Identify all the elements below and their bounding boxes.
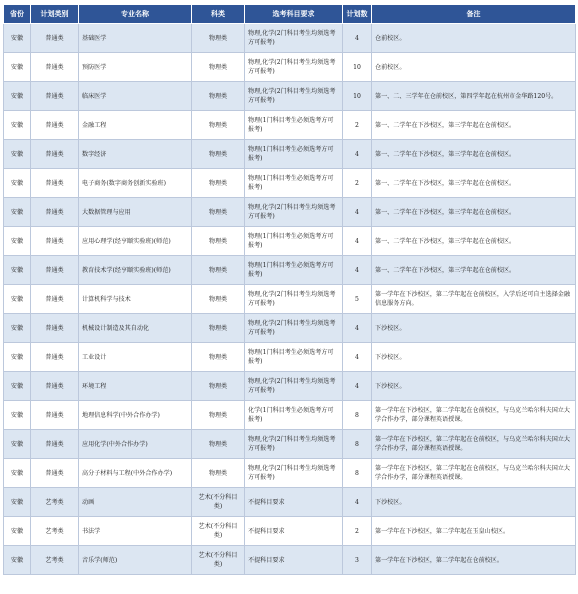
cell-province: 安徽 — [4, 227, 31, 256]
cell-plan-count: 4 — [343, 343, 372, 372]
cell-category: 普通类 — [31, 343, 79, 372]
cell-province: 安徽 — [4, 314, 31, 343]
header-category: 计划类别 — [31, 5, 79, 24]
cell-subject-type: 物理类 — [192, 227, 245, 256]
header-note: 备注 — [372, 5, 576, 24]
cell-requirement: 物理(1门科目考生必须选考方可报考) — [245, 227, 343, 256]
cell-subject-type: 物理类 — [192, 82, 245, 111]
cell-note: 第一学年在下沙校区，第二学年起在仓前校区，与乌克兰哈尔科夫国立大学合作办学，部分课程英语授课。 — [372, 459, 576, 488]
table-row — [4, 198, 576, 227]
cell-note: 第一、二学年在下沙校区，第三学年起在仓前校区。 — [372, 140, 576, 169]
cell-note: 第一学年在下沙校区，第二学年起在仓前校区，与乌克兰哈尔科夫国立大学合作办学，部分课程英语授课。 — [372, 401, 576, 430]
table-body — [4, 24, 576, 575]
cell-subject-type: 物理类 — [192, 372, 245, 401]
cell-note: 仓前校区。 — [372, 24, 576, 53]
cell-subject-type: 物理类 — [192, 343, 245, 372]
cell-category: 普通类 — [31, 24, 79, 53]
cell-plan-count: 3 — [343, 546, 372, 575]
cell-province: 安徽 — [4, 430, 31, 459]
cell-province: 安徽 — [4, 82, 31, 111]
cell-note: 第一、二、三学年在仓前校区，第四学年起在杭州市金华路120号。 — [372, 82, 576, 111]
cell-plan-count: 4 — [343, 24, 372, 53]
cell-plan-count: 4 — [343, 227, 372, 256]
table-row — [4, 24, 576, 53]
table-row — [4, 459, 576, 488]
cell-requirement: 物理,化学(2门科目考生均须选考方可报考) — [245, 198, 343, 227]
cell-category: 普通类 — [31, 169, 79, 198]
cell-subject-type: 物理类 — [192, 24, 245, 53]
cell-province: 安徽 — [4, 169, 31, 198]
cell-requirement: 物理(1门科目考生必须选考方可报考) — [245, 256, 343, 285]
table-row — [4, 140, 576, 169]
cell-subject-type: 物理类 — [192, 285, 245, 314]
cell-category: 普通类 — [31, 82, 79, 111]
header-subject-type: 科类 — [192, 5, 245, 24]
cell-major: 高分子材料与工程(中外合作办学) — [79, 459, 192, 488]
table-row — [4, 169, 576, 198]
table-row — [4, 82, 576, 111]
cell-category: 艺考类 — [31, 546, 79, 575]
cell-subject-type: 物理类 — [192, 314, 245, 343]
table-row — [4, 285, 576, 314]
cell-province: 安徽 — [4, 488, 31, 517]
table-row — [4, 546, 576, 575]
cell-category: 普通类 — [31, 401, 79, 430]
cell-note: 第一、二学年在下沙校区，第三学年起在仓前校区。 — [372, 198, 576, 227]
header-requirement: 选考科目要求 — [245, 5, 343, 24]
cell-plan-count: 4 — [343, 256, 372, 285]
cell-subject-type: 物理类 — [192, 111, 245, 140]
table-row — [4, 111, 576, 140]
cell-province: 安徽 — [4, 53, 31, 82]
cell-subject-type: 物理类 — [192, 256, 245, 285]
cell-category: 普通类 — [31, 140, 79, 169]
cell-category: 普通类 — [31, 372, 79, 401]
header-province: 省份 — [4, 5, 31, 24]
cell-requirement: 物理(1门科目考生必须选考方可报考) — [245, 111, 343, 140]
cell-requirement: 不提科目要求 — [245, 546, 343, 575]
cell-category: 普通类 — [31, 314, 79, 343]
cell-major: 书法学 — [79, 517, 192, 546]
cell-province: 安徽 — [4, 140, 31, 169]
header-row — [4, 5, 576, 24]
cell-subject-type: 物理类 — [192, 430, 245, 459]
table-row — [4, 314, 576, 343]
cell-subject-type: 物理类 — [192, 459, 245, 488]
cell-plan-count: 8 — [343, 401, 372, 430]
cell-subject-type: 物理类 — [192, 53, 245, 82]
cell-requirement: 物理,化学(2门科目考生均须选考方可报考) — [245, 372, 343, 401]
cell-subject-type: 艺术(不分科目类) — [192, 488, 245, 517]
cell-note: 第一学年在下沙校区，第二学年起在仓前校区，与乌克兰哈尔科夫国立大学合作办学，部分课程英语授课。 — [372, 430, 576, 459]
cell-requirement: 化学(1门科目考生必须选考方可报考) — [245, 401, 343, 430]
cell-category: 艺考类 — [31, 517, 79, 546]
cell-plan-count: 8 — [343, 459, 372, 488]
cell-major: 机械设计制造及其自动化 — [79, 314, 192, 343]
cell-category: 普通类 — [31, 430, 79, 459]
cell-category: 艺考类 — [31, 488, 79, 517]
cell-requirement: 物理(1门科目考生必须选考方可报考) — [245, 169, 343, 198]
cell-note: 第一、二学年在下沙校区，第三学年起在仓前校区。 — [372, 111, 576, 140]
cell-plan-count: 2 — [343, 169, 372, 198]
table-row — [4, 256, 576, 285]
cell-requirement: 物理,化学(2门科目考生均须选考方可报考) — [245, 53, 343, 82]
cell-major: 工业设计 — [79, 343, 192, 372]
cell-requirement: 物理(1门科目考生必须选考方可报考) — [245, 140, 343, 169]
cell-note: 第一、二学年在下沙校区，第三学年起在仓前校区。 — [372, 227, 576, 256]
cell-note: 下沙校区。 — [372, 372, 576, 401]
cell-major: 临床医学 — [79, 82, 192, 111]
cell-subject-type: 物理类 — [192, 198, 245, 227]
cell-requirement: 物理,化学(2门科目考生均须选考方可报考) — [245, 314, 343, 343]
cell-major: 大数据管理与应用 — [79, 198, 192, 227]
cell-plan-count: 4 — [343, 140, 372, 169]
cell-note: 仓前校区。 — [372, 53, 576, 82]
cell-province: 安徽 — [4, 546, 31, 575]
cell-note: 第一学年在下沙校区，第二学年起在仓前校区。 — [372, 546, 576, 575]
cell-note: 第一、二学年在下沙校区，第三学年起在仓前校区。 — [372, 169, 576, 198]
cell-category: 普通类 — [31, 256, 79, 285]
cell-plan-count: 10 — [343, 82, 372, 111]
admission-plan-table — [3, 4, 576, 575]
cell-requirement: 物理,化学(2门科目考生均须选考方可报考) — [245, 459, 343, 488]
table-row — [4, 372, 576, 401]
cell-plan-count: 4 — [343, 372, 372, 401]
cell-major: 应用化学(中外合作办学) — [79, 430, 192, 459]
cell-category: 普通类 — [31, 227, 79, 256]
cell-province: 安徽 — [4, 256, 31, 285]
cell-major: 预防医学 — [79, 53, 192, 82]
cell-note: 第一学年在下沙校区，第二学年起在玉皇山校区。 — [372, 517, 576, 546]
cell-major: 音乐学(师范) — [79, 546, 192, 575]
cell-requirement: 物理,化学(2门科目考生均须选考方可报考) — [245, 24, 343, 53]
cell-requirement: 物理,化学(2门科目考生均须选考方可报考) — [245, 82, 343, 111]
cell-note: 下沙校区。 — [372, 314, 576, 343]
cell-plan-count: 8 — [343, 430, 372, 459]
cell-major: 电子商务(数字商务创新实验班) — [79, 169, 192, 198]
cell-requirement: 不提科目要求 — [245, 517, 343, 546]
cell-plan-count: 2 — [343, 111, 372, 140]
cell-category: 普通类 — [31, 198, 79, 227]
header-plan-count: 计划数 — [343, 5, 372, 24]
cell-province: 安徽 — [4, 343, 31, 372]
table-row — [4, 343, 576, 372]
cell-major: 地理信息科学(中外合作办学) — [79, 401, 192, 430]
cell-province: 安徽 — [4, 24, 31, 53]
cell-province: 安徽 — [4, 198, 31, 227]
table-row — [4, 517, 576, 546]
cell-major: 数字经济 — [79, 140, 192, 169]
cell-province: 安徽 — [4, 372, 31, 401]
cell-note: 第一学年在下沙校区，第二学年起在仓前校区，入学后还可自主选择金融信息服务方向。 — [372, 285, 576, 314]
table-row — [4, 227, 576, 256]
table-row — [4, 53, 576, 82]
cell-note: 第一、二学年在下沙校区，第三学年起在仓前校区。 — [372, 256, 576, 285]
cell-plan-count: 4 — [343, 198, 372, 227]
cell-category: 普通类 — [31, 53, 79, 82]
cell-requirement: 物理,化学(2门科目考生均须选考方可报考) — [245, 285, 343, 314]
cell-province: 安徽 — [4, 401, 31, 430]
admission-plan-table-wrapper — [3, 4, 575, 575]
cell-subject-type: 物理类 — [192, 140, 245, 169]
cell-plan-count: 2 — [343, 517, 372, 546]
cell-major: 金融工程 — [79, 111, 192, 140]
cell-province: 安徽 — [4, 517, 31, 546]
cell-subject-type: 物理类 — [192, 401, 245, 430]
cell-category: 普通类 — [31, 285, 79, 314]
cell-subject-type: 艺术(不分科目类) — [192, 546, 245, 575]
cell-requirement: 物理(1门科目考生必须选考方可报考) — [245, 343, 343, 372]
cell-plan-count: 10 — [343, 53, 372, 82]
cell-province: 安徽 — [4, 459, 31, 488]
table-row — [4, 430, 576, 459]
cell-province: 安徽 — [4, 111, 31, 140]
cell-subject-type: 物理类 — [192, 169, 245, 198]
cell-requirement: 不提科目要求 — [245, 488, 343, 517]
cell-plan-count: 4 — [343, 488, 372, 517]
cell-province: 安徽 — [4, 285, 31, 314]
cell-major: 动画 — [79, 488, 192, 517]
cell-major: 教育技术学(经亨颐实验班)(师范) — [79, 256, 192, 285]
cell-major: 应用心理学(经亨颐实验班)(师范) — [79, 227, 192, 256]
table-row — [4, 488, 576, 517]
cell-major: 环境工程 — [79, 372, 192, 401]
cell-category: 普通类 — [31, 459, 79, 488]
cell-plan-count: 5 — [343, 285, 372, 314]
cell-requirement: 物理,化学(2门科目考生均须选考方可报考) — [245, 430, 343, 459]
header-major: 专业名称 — [79, 5, 192, 24]
cell-note: 下沙校区。 — [372, 343, 576, 372]
cell-subject-type: 艺术(不分科目类) — [192, 517, 245, 546]
cell-note: 下沙校区。 — [372, 488, 576, 517]
table-row — [4, 401, 576, 430]
cell-major: 计算机科学与技术 — [79, 285, 192, 314]
cell-category: 普通类 — [31, 111, 79, 140]
cell-plan-count: 4 — [343, 314, 372, 343]
cell-major: 基础医学 — [79, 24, 192, 53]
